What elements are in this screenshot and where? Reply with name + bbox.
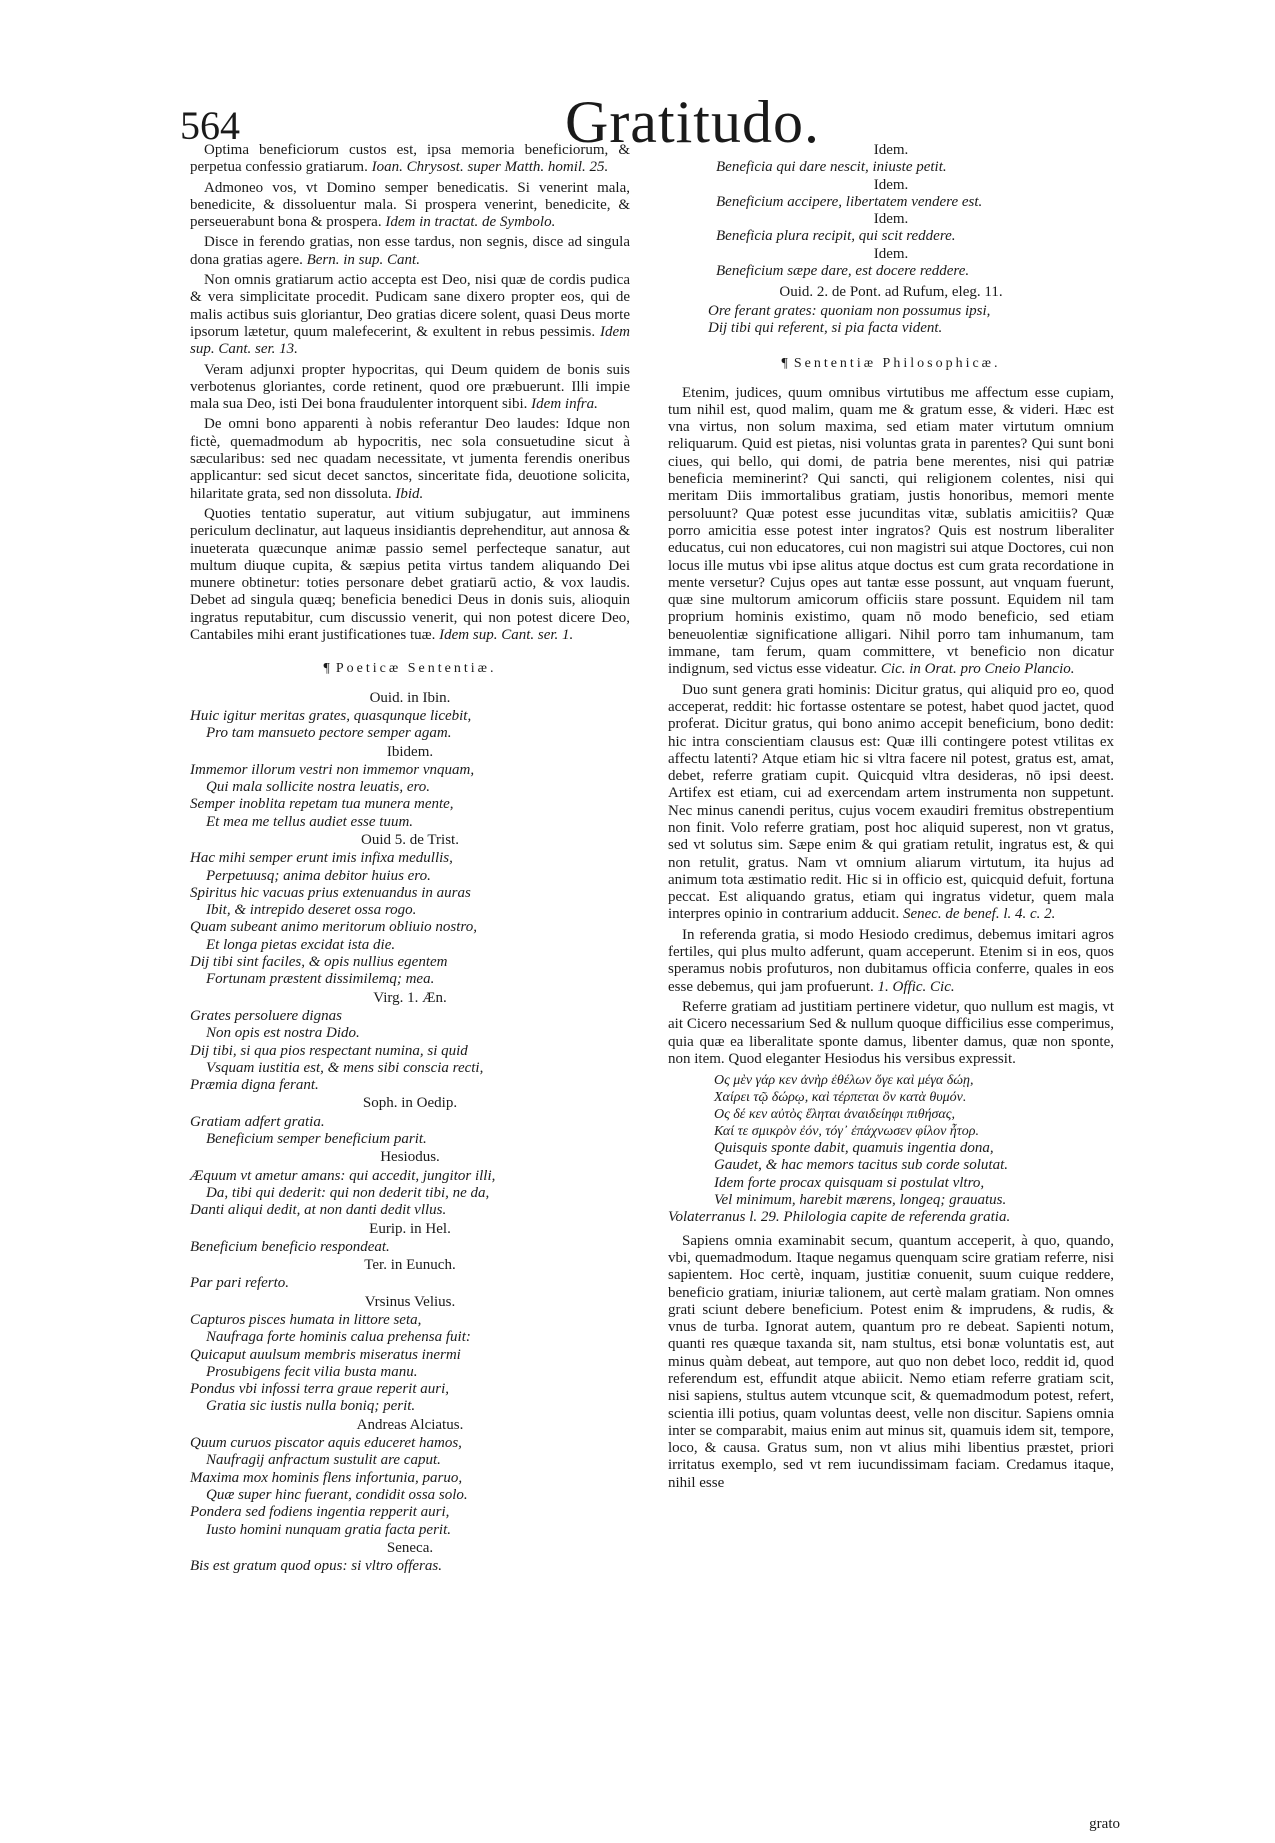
verse-line: Spiritus hic vacuas prius extenuandus in auras [190,884,471,901]
citation: Cic. in Orat. pro Cneio Plancio. [880,661,1075,678]
verse-line: Naufraga forte hominis calua prehensa fuit: [206,1329,471,1346]
verse-line: Præmia digna ferant. [190,1077,319,1094]
latin-verse-line: Gaudet, & hac memors tacitus sub corde solutat. [714,1157,1009,1174]
greek-verse-line: Ος δέ κεν αὐτὸς ἕληται ἀναιδείηφι πιθήσας, [714,1107,955,1123]
philosophic-heading [668,355,1114,372]
poem-attribution: Hesiodus. [380,1149,440,1166]
verse-line: Capturos pisces humata in littore seta, [190,1312,422,1328]
latin-verse-line: Quisquis sponte dabit, quamuis ingentia dona, [714,1140,994,1157]
citation: Bern. in sup. Cant. [306,251,420,268]
latin-verse-line: Idem forte procax quisquam si postulat vltro, [714,1174,985,1191]
verse-line: Pro tam mansueto pectore semper agam. [206,725,452,742]
verse-line: Beneficium semper beneficium parit. [206,1131,427,1148]
volaterranus-source: Volaterranus l. 29. Philologia capite de referenda gratia. [668,1209,1011,1226]
citation: 1. Offic. Cic. [877,978,955,995]
verse-line: Quam subeant animo meritorum obliuio nostro, [190,919,477,936]
paragraph-text: Non omnis gratiarum actio accepta est Deo, nisi quæ de cordis pudica & vera simplicitate procedit. Pudicam sane dixero propter eos, qui de malis actibus suis gloriantur, Deo gratias dicere solent, quasi Deus morte ipsorum lætetur, quum malefecerint, & exultent in rebus pessimis. [190,272,630,340]
poetic-heading-text: Poeticæ Sententiæ. [335,661,497,677]
verse-line: Huic igitur meritas grates, quasqunque licebit, [190,707,472,724]
poem-attribution: Ibidem. [386,743,434,760]
poem-attribution: Ter. in Eunuch. [364,1257,456,1274]
paragraph [190,362,630,414]
verse-line: Naufragij anfractum sustulit are caput. [206,1452,441,1469]
citation: Idem sup. Cant. ser. 13. [190,323,630,358]
paragraph-text: Duo sunt genera grati hominis: Dicitur gratus, qui aliquid pro eo, quod acceperat, reddit: hic fortasse ostentare se potest, habet quod jactet, quod proferat. Dicitur gratus, qui bono animo accepit beneficium, bono dedit: hic intra conscientiam clausus est: Quæ illi contingere potest vtilitas ex affectu latenti? Atque etiam hic si vltra facere nil potest, gratus est, amat, debet, referre gratiam cupit. Quicquid vltra desideras, nō ipsi deest. Artifex est etiam, cui ad exercendam artem instrumenta non suppetunt. Nec minus canendi peritus, cujus vocem exaudiri fremitus obstrepentium non finit. Volo referre gratiam, post hoc aliquid superest, non vt gratus, sed vt solutus sim. Sæpe enim & qui gratiam retulit, ingratus est, & qui non retulit, gratus. Nam vt omnium aliarum virtutum, ita hujus ad animum tota æstimatio redit. Hic si in officio est, quicquid defuit, fortuna peccat. Est aliquando gratus, etiam qui ingratus videtur, quem mala interpres opinio in contrarium adducit. [668,681,1114,923]
paragraph-text: Veram adjunxi propter hypocritas, qui Deum quidem de bonis suis verbotenus gloriantes, corde retinent, quod ore præbuerunt. Illi impie mala sua Deo, isti Dei bona fraudulenter intorquent sibi. [190,361,630,413]
paragraph-text: Optima beneficiorum custos est, ipsa memoria beneficiorum, & perpetua confessio gratiarum. [190,142,630,176]
verse-line: Quum curuos piscator aquis educeret hamos, [190,1435,462,1452]
verse-line: Semper inoblita repetam tua munera mente, [190,796,454,813]
paragraph [190,234,630,269]
right-paragraphs [668,385,1114,1069]
paragraph [190,272,630,358]
ouid-verses [668,303,1114,338]
verse-line: Perpetuusq; anima debitor huius ero. [206,867,431,884]
latin-verses [668,1140,1114,1209]
poem-attribution: Virg. 1. Æn. [373,989,447,1006]
philosophic-heading-text: Sententiæ Philosophicæ. [793,356,1001,372]
paragraph [668,999,1114,1068]
poetic-heading [190,660,630,677]
verse-line: Gratia sic iustis nulla boniq; perit. [206,1398,416,1415]
verse-line: Dij tibi sint faciles, & opis nullius egentem [190,954,448,971]
left-paragraphs [190,142,630,644]
verse-line: Ibit, & intrepido deseret ossa rogo. [206,902,417,919]
verse-line: Prosubigens fecit vilia busta manu. [206,1363,418,1380]
left-column [190,142,630,1575]
verse-line: Da, tibi qui dederit: qui non dederit tibi, ne da, [206,1184,490,1201]
paragraph-text: De omni bono apparenti à nobis referantur Deo laudes: Idque non fictè, quemadmodum ab hypocritis, nec sola consuetudine sicut à sæcularibus: sed nec quadam necessitate, vt jumenta ferendis oneribus applicantur: sed sicut decet sanctos, sinceritate fida, deuotione solicita, hilaritate grata, sed non dissoluta. [190,416,630,502]
pilcrow-icon: ¶ [323,661,330,677]
poem-attribution: Seneca. [386,1539,434,1556]
ouid-attribution: Ouid. 2. de Pont. ad Rufum, eleg. 11. [779,284,1003,301]
paragraph [190,142,630,177]
paragraph [668,385,1114,679]
verse-line: Quæ super hinc fuerant, condidit ossa solo. [206,1486,468,1503]
verse-line: Pondera sed fodiens ingentia repperit auri, [190,1504,450,1521]
paragraph [190,180,630,232]
running-title: Gratitudo. [565,89,820,155]
verse-line: Beneficium accipere, libertatem vendere est. [716,193,983,210]
paragraph-text: Referre gratiam ad justitiam pertinere videtur, quo nullum est magis, vt ait Cicero necessarium Sed & nullum quoque difficilius esse comperimus, quia quæ ea liberalitate sponte damus, libenter damus, quæ non sponte, non item. Quod eleganter Hesiodus his versibus expressit. [668,998,1114,1067]
latin-verse-line: Vel minimum, harebit mærens, longeq; grauatus. [714,1192,1007,1209]
greek-verse-line: Ος μὲν γάρ κεν ἀνὴρ ἐθέλων ὅγε καὶ μέγα δώῃ, [714,1073,974,1089]
paragraph-text: Etenim, judices, quum omnibus virtutibus me affectum esse cupiam, tum nihil est, quod malim, quam me & gratum esse, & videri. Hæc est vna virtus, non solum maxima, sed etiam mater virtutum omnium reliquarum. Quid est pietas, nisi voluntas grata in parentes? Qui sunt boni ciues, qui bello, qui domi, de patria bene merentes, nisi qui patriæ beneficia meminerint? Qui sancti, qui religionem colentes, nisi qui meritam Diis immortalibus gratiam, justis honoribus, memori mente persoluunt? Quæ potest esse jucunditas vitæ, sublatis amicitiis? Quæ porro amicitia esse potest inter ingratos? Quis est nostrum liberaliter educatus, cui non educatores, cui non magistri sui atque Doctores, cui non locus ille mutus vbi ipse alitus atque doctus est cum grata recordatione in mente versetur? Cujus opes aut tantæ esse possunt, aut vnquam fuerunt, quæ sine multorum amicorum officiis stare possunt. Equidem nil tam proprium hominis existimo, quam nō modo beneficio, sed etiam beneuolentiæ significatione alligari. Nihil porro tam inhumanum, tam immane, tam ferum, quam committere, vt beneficio non dicatur indignum, sed victus esse videatur. [668,384,1114,678]
verse-line: Fortunam præstent dissimilemq; mea. [206,971,435,988]
verse-line: Æquum vt ametur amans: qui accedit, jungitor illi, [190,1167,496,1184]
verse-line: Vsquam iustitia est, & mens sibi conscia recti, [206,1059,484,1076]
greek-verse-line: Χαίρει τῷ δώρῳ, καὶ τέρπεται ὃν κατὰ θυμόν. [714,1090,967,1106]
paragraph [190,506,630,644]
poem-attribution: Eurip. in Hel. [369,1220,451,1237]
page-number: 564 [180,103,240,148]
poem-attribution: Soph. in Oedip. [362,1095,458,1112]
verse-line: Iusto homini nunquam gratia facta perit. [206,1521,451,1538]
paragraph-text: Admoneo vos, vt Domino semper benedicatis. Si venerint mala, benedicite, & dissoluentur mala. Si prospera venerint, benedicite, & perseuerabunt bona & prospera. [190,179,630,231]
verse-line: Non opis est nostra Dido. [206,1025,360,1042]
poem-attribution: Ouid 5. de Trist. [361,831,459,848]
right-column [668,142,1114,1495]
verse-line: Grates persoluere dignas [190,1007,342,1024]
poem-attribution: Vrsinus Velius. [364,1293,456,1310]
poem-attribution: Ouid. in Ibin. [369,689,451,706]
verse-line: Quicaput auulsum membris miseratus inermi [190,1346,461,1363]
citation: Senec. de benef. l. 4. c. 2. [902,906,1056,923]
page-header [180,88,820,155]
verse-line: Dij tibi qui referent, si pia facta vident. [708,319,943,336]
greek-verses [668,1072,1114,1140]
verse-line: Et mea me tellus audiet esse tuum. [206,813,414,830]
verse-line: Bis est gratum quod opus: si vltro offeras. [190,1558,442,1575]
verse-line: Danti aliqui dedit, at non danti dedit vllus. [190,1202,447,1219]
verse-line: Immemor illorum vestri non immemor vnquam, [190,761,475,778]
citation: Idem in tractat. de Symbolo. [385,214,556,231]
poetry-section [190,690,630,1576]
citation: Ibid. [395,485,424,502]
verse-line: Par pari referto. [190,1275,290,1292]
citation: Idem sup. Cant. ser. 1. [439,627,574,644]
pilcrow-icon: ¶ [781,356,788,372]
paragraph [668,682,1114,924]
verse-attribution: Idem. [873,245,909,262]
poem-attribution: Andreas Alciatus. [356,1416,464,1433]
verse-line: Qui mala sollicite nostra leuatis, ero. [206,779,431,796]
verse-line: Hac mihi semper erunt imis infixa medullis, [190,850,453,867]
final-paragraph: Sapiens omnia examinabit secum, quantum acceperit, à quo, quando, vbi, quemadmodum. Itaque negamus quenquam scire gratiam referre, nisi sapientem. Hoc certè, inquam, justitiæ conuenit, suum cuique reddere, beneficio gratiam, iniuriæ talionem, aut certè malam gratiam. Non omnes grati sciunt debere beneficium. Potest enim & imprudens, & rudis, & vnus de turba. Ignorat autem, quantum pro re debeat. Sapienti notum, quanti res quæque taxanda sit, nam stultus, etsi bonæ voluntatis est, aut minus quàm debeat, aut tempore, aut quo non debet loco, reddit id, quod referendum est, effundit atque abiicit. Nemo etiam referre gratiam scit, nisi sapiens, stultus autem vtcunque scit, & quemadmodum potest, refert, scientia illi potius, quam voluntas deest, velle non discitur. Sapiens omnia inter se comparabit, maius enim aut minus sit, quamuis idem sit, tempore, loco, & causa. Gratus sum, non vt alius mihi libentius præstet, priori irritatus exemplo, sed vt rem iucundissimam faciam. Credamus itaque, nihil esse [668,1232,1114,1491]
verse-line: Dij tibi, si qua pios respectant numina, si quid [190,1042,468,1059]
verse-attribution: Idem. [873,211,909,228]
paragraph-text: In referenda gratia, si modo Hesiodo credimus, debemus imitari agros fertiles, qui plus multo adferunt, quam acceperunt. Etenim si in eos, quos speramus nobis profuturos, non dubitamus officia conferre, quales in eos esse debemus, qui jam profuerunt. [668,926,1114,995]
greek-verse-line: Καί τε σμικρὸν ἐόν, τόγ᾽ ἐπάχνωσεν φίλον ἦτορ. [714,1124,979,1140]
right-top-verses [668,142,1114,280]
verse-line: Beneficia plura recipit, qui scit reddere. [716,228,956,245]
verse-line: Gratiam adfert gratia. [190,1113,325,1130]
verse-line: Maxima mox hominis flens infortunia, paruo, [190,1469,463,1486]
citation: Idem infra. [531,396,598,413]
verse-line: Beneficia qui dare nescit, iniuste petit. [716,159,947,176]
verse-line: Pondus vbi infossi terra graue reperit auri, [190,1381,450,1398]
verse-attribution: Idem. [873,142,909,158]
verse-line: Beneficium beneficio respondeat. [190,1238,390,1255]
paragraph [190,416,630,502]
citation: Ioan. Chrysost. super Matth. homil. 25. [371,159,609,176]
paragraph-text: Disce in ferendo gratias, non esse tardus, non segnis, disce ad singula dona gratias agere. [190,234,630,268]
paragraph [668,927,1114,996]
verse-attribution: Idem. [873,176,909,193]
catchword: grato [1089,1816,1120,1832]
verse-line: Ore ferant grates: quoniam non possumus ipsi, [708,302,991,319]
verse-line: Beneficium sæpe dare, est docere reddere. [716,263,970,280]
paragraph-text: Quoties tentatio superatur, aut vitium subjugatur, aut imminens periculum declinatur, aut laqueus insidiantis deprehenditur, aut annosa & inueterata quæcunque animæ passio semel perfecteque sanatur, aut multum diuque cupita, & sæpius petita virtus tandem aliquando Dei munere obtinetur: toties personare debet gratiarū actio, & vox laudis. Debet ad singula quæq; beneficia benedici Deus in donis suis, alioquin ingratus reputabitur, cum discussio venerit, qui non potest dicere Deo, Cantabiles mihi erant justificationes tuæ. [190,505,630,644]
verse-line: Et longa pietas excidat ista die. [206,936,396,953]
